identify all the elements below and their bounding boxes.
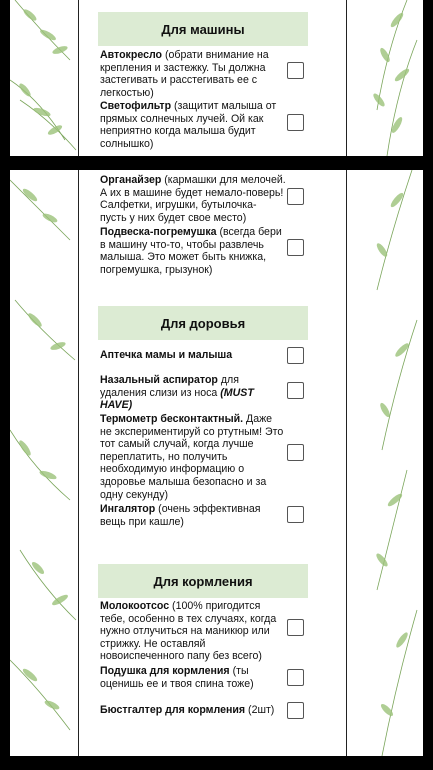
- section-header-car: Для машины: [98, 12, 308, 46]
- list-item: Подушка для кормления (ты оценишь ее и твоя спина тоже): [100, 665, 254, 690]
- checkbox[interactable]: [287, 239, 304, 256]
- list-item: Молокоотсос (100% пригодится тебе, особенно в тех случаях, когда нужно отлучиться на маникюр или стрижку. Не оставляй новоиспеченного папу без всего): [100, 600, 277, 663]
- list-item: Ингалятор (очень эффективная вещь при кашле): [100, 503, 261, 528]
- checkbox[interactable]: [287, 382, 304, 399]
- leaf-decoration-left: [10, 0, 78, 156]
- checkbox[interactable]: [287, 347, 304, 364]
- left-margin-line: [78, 0, 79, 156]
- checkbox[interactable]: [287, 444, 304, 461]
- section-header-feeding: Для кормления: [98, 564, 308, 598]
- leaf-decoration-left: [10, 170, 78, 756]
- list-item: Светофильтр (защитит малыша от прямых солнечных лучей. Ой как неприятно когда малыша будит солнышко): [100, 100, 277, 150]
- checkbox[interactable]: [287, 188, 304, 205]
- checklist-page-2: [10, 170, 423, 756]
- checkbox[interactable]: [287, 619, 304, 636]
- list-item: Назальный аспиратор для удаления слизи из носа (MUST HAVE): [100, 374, 254, 412]
- leaf-decoration-right: [357, 170, 423, 756]
- list-item: Термометр бесконтактный. Даже не экспериментируй со ртутным! Это тот самый случай, когда лучше переплатить, но получить необходимую информацию о здоровье малыша безопасно и за одну секунду): [100, 413, 284, 501]
- list-item: Подвеска-погремушка (всегда бери в машину что-то, чтобы развлечь малыша. Это может быть книжка, погремушка, грызунок): [100, 226, 282, 276]
- checkbox[interactable]: [287, 669, 304, 686]
- checklist-page-1: [10, 0, 423, 156]
- checkbox[interactable]: [287, 702, 304, 719]
- left-margin-line: [78, 170, 79, 756]
- leaf-decoration-right: [357, 0, 423, 156]
- section-header-health: Для доровья: [98, 306, 308, 340]
- list-item: Бюстгалтер для кормления (2шт): [100, 704, 275, 716]
- list-item: Автокресло (обрати внимание на крепления и застежку. Ты должна застегивать и расстегивать ее с легкостью): [100, 49, 269, 99]
- right-margin-line: [346, 0, 347, 156]
- checkbox[interactable]: [287, 62, 304, 79]
- checkbox[interactable]: [287, 506, 304, 523]
- list-item: Аптечка мамы и малыша: [100, 349, 233, 361]
- list-item: Органайзер (кармашки для мелочей. А их в машине будет немало-поверь! Салфетки, игрушки, бутылочка- пусть у них будет свое место): [100, 174, 286, 224]
- right-margin-line: [346, 170, 347, 756]
- checkbox[interactable]: [287, 114, 304, 131]
